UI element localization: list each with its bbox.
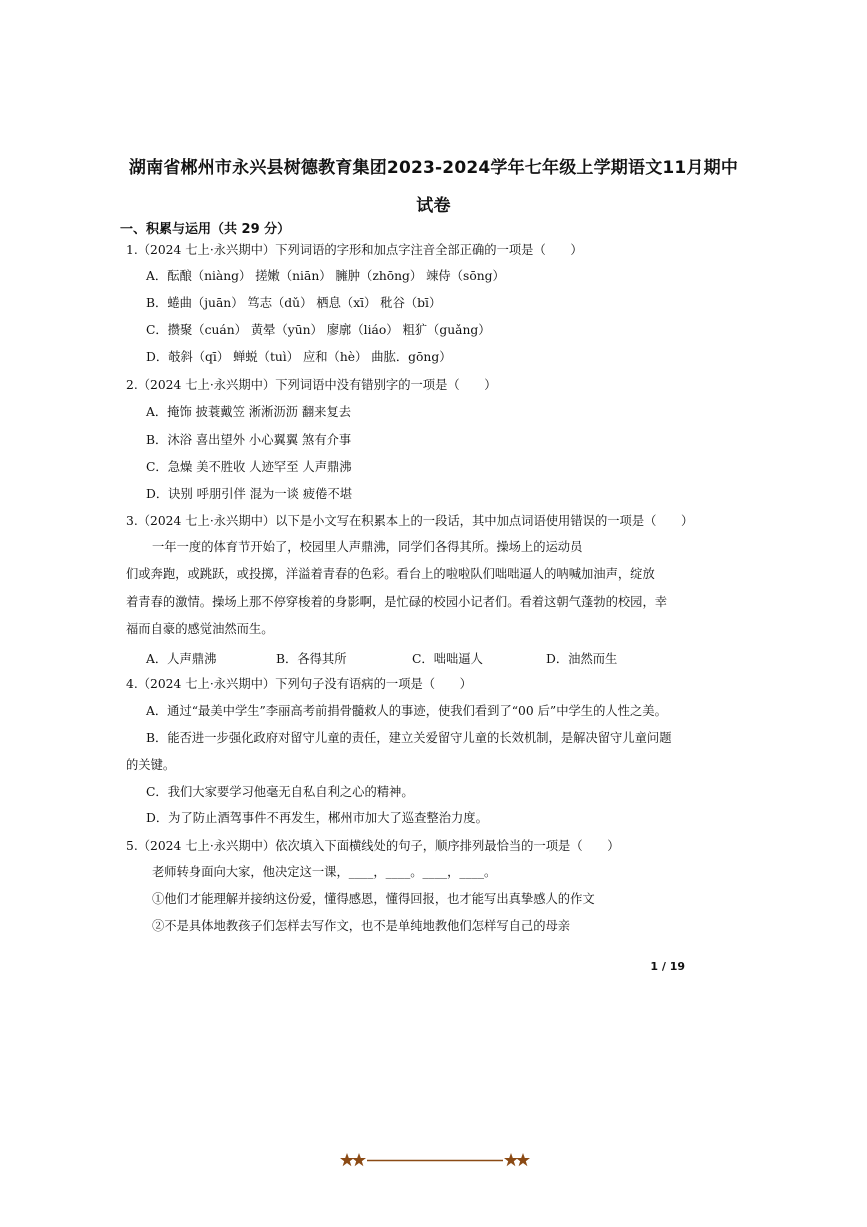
question-3-passage-line: 一年一度的体育节开始了，校园里人声鼎沸，同学们各得其所。操场上的运动员 bbox=[152, 540, 583, 554]
question-5-item-2: ②不是具体地教孩子们怎样去写作文，也不是单纯地教他们怎样写自己的母亲 bbox=[152, 919, 571, 933]
question-3-option-c: C．咄咄逼人 bbox=[412, 652, 483, 666]
question-4-stem: 4.（2024 七上·永兴期中）下列句子没有语病的一项是（ ） bbox=[126, 677, 472, 691]
section-heading: 一、积累与运用（共 29 分） bbox=[120, 222, 291, 237]
question-5-item-1: ①他们才能理解并接纳这份爱，懂得感恩，懂得回报，也才能写出真挚感人的作文 bbox=[152, 892, 595, 906]
question-3-passage-line: 们或奔跑，或跳跃，或投掷，洋溢着青春的色彩。看台上的啦啦队们咄咄逼人的呐喊加油声，绽放 bbox=[126, 567, 655, 581]
question-1-option-b: B．蜷曲（juān） 笃志（dǔ） 栖息（xī） 秕谷（bī） bbox=[146, 296, 442, 310]
question-4-option-b-continued: 的关键。 bbox=[126, 758, 176, 772]
question-3-passage-line: 着青春的激情。操场上那不停穿梭着的身影啊，是忙碌的校园小记者们。看着这朝气蓬勃的校园，幸 bbox=[126, 595, 668, 609]
question-4-option-d: D．为了防止酒驾事件不再发生，郴州市加大了巡查整治力度。 bbox=[146, 811, 488, 825]
question-5-stem: 5.（2024 七上·永兴期中）依次填入下面横线处的句子，顺序排列最恰当的一项是（ ） bbox=[126, 839, 620, 853]
question-1-option-c: C．攒聚（cuán） 黄晕（yūn） 廖廓（liáo） 粗犷（guǎng） bbox=[146, 323, 491, 337]
question-5-intro: 老师转身面向大家，他决定这一课，____，____。____，____。 bbox=[152, 865, 497, 879]
star-divider-icon bbox=[339, 1151, 531, 1169]
document-title-continued: 试卷 bbox=[416, 196, 451, 216]
question-4-option-a: A．通过“最美中学生”李丽高考前捐骨髓救人的事迹，使我们看到了“00 后”中学生的人性之美。 bbox=[146, 704, 667, 718]
question-2-option-d: D．诀别 呼朋引伴 混为一谈 疲倦不堪 bbox=[146, 487, 353, 501]
question-2-stem: 2.（2024 七上·永兴期中）下列词语中没有错别字的一项是（ ） bbox=[126, 378, 497, 392]
question-3-stem: 3.（2024 七上·永兴期中）以下是小文写在积累本上的一段话，其中加点词语使用错误的一项是（ ） bbox=[126, 514, 694, 528]
question-3-options bbox=[146, 649, 746, 665]
question-3-option-b: B．各得其所 bbox=[276, 652, 347, 666]
question-3-passage-line: 福而自豪的感觉油然而生。 bbox=[126, 622, 274, 636]
question-4-option-b: B．能否进一步强化政府对留守儿童的责任，建立关爱留守儿童的长效机制，是解决留守儿童问题 bbox=[146, 731, 672, 745]
question-2-option-b: B．沐浴 喜出望外 小心翼翼 煞有介事 bbox=[146, 433, 352, 447]
question-4-option-c: C．我们大家要学习他毫无自私自利之心的精神。 bbox=[146, 785, 414, 799]
question-1-option-d: D．攲斜（qī） 蝉蜕（tuì） 应和（hè） 曲肱．gōng） bbox=[146, 350, 452, 364]
document-title: 湖南省郴州市永兴县树德教育集团2023-2024学年七年级上学期语文11月期中 bbox=[128, 158, 739, 178]
question-1-option-a: A．酝酿（niàng） 搓嫩（niān） 臃肿（zhōng） 竦侍（sōng） bbox=[146, 269, 505, 283]
question-3-option-a: A．人声鼎沸 bbox=[146, 652, 217, 666]
question-1-stem: 1.（2024 七上·永兴期中）下列词语的字形和加点字注音全部正确的一项是（ ） bbox=[126, 243, 583, 257]
question-2-option-a: A．掩饰 披蓑戴笠 淅淅沥沥 翻来复去 bbox=[146, 405, 352, 419]
question-3-option-d: D．油然而生 bbox=[546, 652, 618, 666]
question-2-option-c: C．急燥 美不胜收 人迹罕至 人声鼎沸 bbox=[146, 460, 352, 474]
page-number: 1 / 19 bbox=[650, 960, 685, 973]
